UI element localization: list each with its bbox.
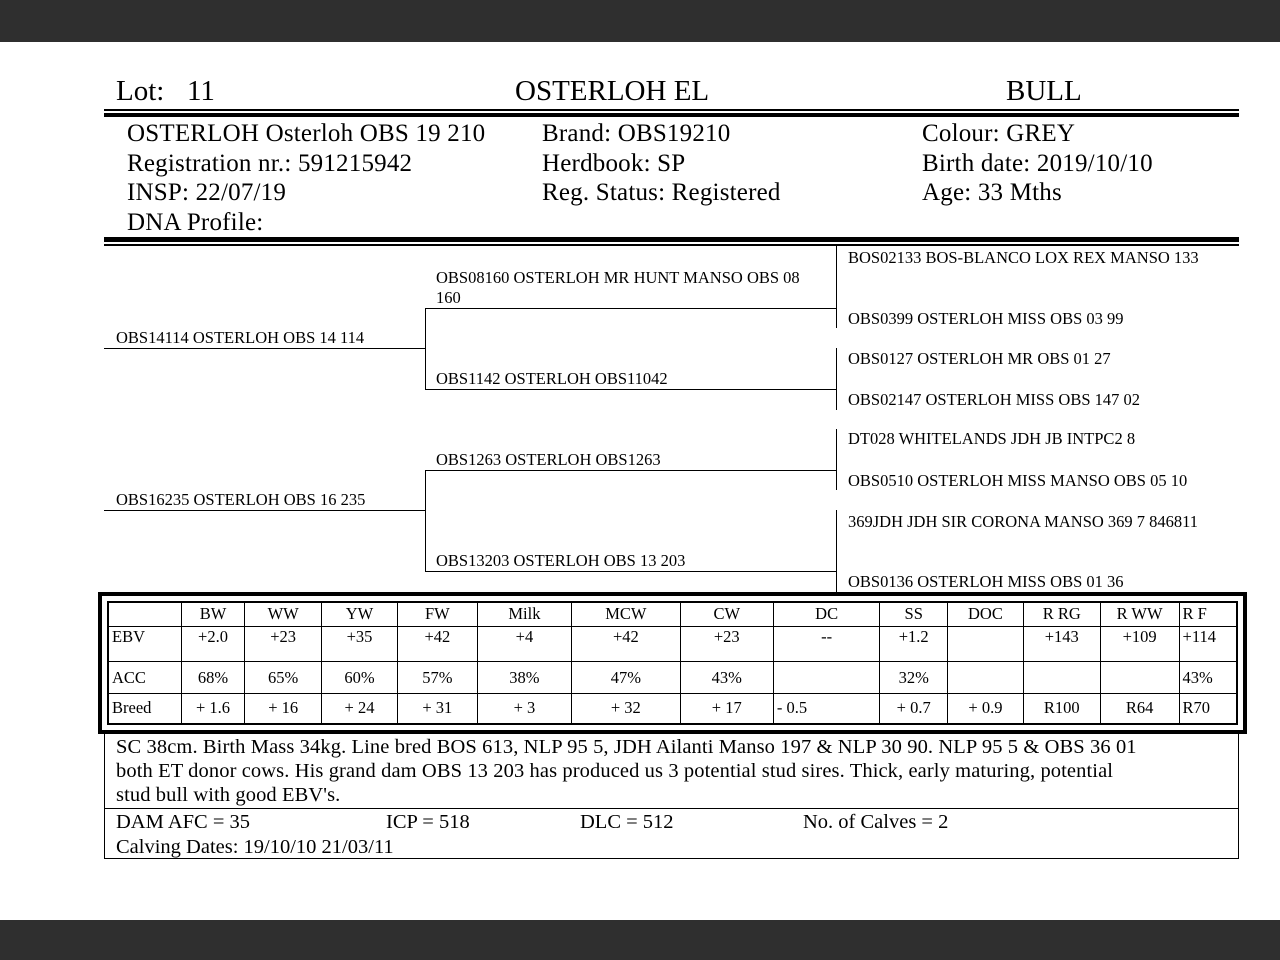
ebv-cell: R100 bbox=[1023, 693, 1100, 723]
ebv-cell: 68% bbox=[181, 662, 245, 693]
viewer-top-bar bbox=[0, 0, 1280, 42]
ebv-cell: EBV bbox=[109, 626, 182, 662]
line-sire-dam bbox=[425, 389, 836, 390]
dna-profile: DNA Profile: bbox=[127, 208, 264, 236]
ebv-cell: +42 bbox=[397, 626, 477, 662]
pedigree-dam-dam: OBS13203 OSTERLOH OBS 13 203 bbox=[436, 551, 686, 570]
connector-dam bbox=[425, 470, 426, 571]
line-sire-sire bbox=[425, 308, 836, 309]
info-rule-thin bbox=[104, 244, 1239, 246]
ebv-cell: 65% bbox=[245, 662, 322, 693]
ebv-col-header: YW bbox=[322, 603, 398, 627]
pedigree-ggp-3: OBS0127 OSTERLOH MR OBS 01 27 bbox=[848, 349, 1111, 368]
ebv-cell bbox=[773, 662, 880, 693]
pedigree-ggp-7: 369JDH JDH SIR CORONA MANSO 369 7 846811 bbox=[848, 512, 1199, 531]
colour: Colour: GREY bbox=[922, 120, 1076, 147]
ebv-col-header: Milk bbox=[477, 603, 571, 627]
header-rule-thick bbox=[104, 113, 1239, 117]
line-dam-dam bbox=[425, 571, 836, 572]
ebv-row-ebv bbox=[109, 626, 1237, 662]
registration-number: Registration nr.: 591215942 bbox=[127, 149, 413, 177]
animal-name: OSTERLOH EL bbox=[515, 75, 710, 107]
comment-line: stud bull with good EBV's. bbox=[116, 784, 341, 806]
ebv-cell: +23 bbox=[680, 626, 773, 662]
lot-label: Lot: bbox=[116, 75, 165, 107]
calving-dates: Calving Dates: 19/10/10 21/03/11 bbox=[116, 836, 394, 858]
inspection-date: INSP: 22/07/19 bbox=[127, 179, 287, 206]
ebv-cell: +42 bbox=[572, 626, 681, 662]
ebv-row-breed bbox=[109, 693, 1237, 723]
pedigree-sire-sire: OBS08160 OSTERLOH MR HUNT MANSO OBS 08 160 bbox=[436, 268, 800, 307]
ebv-cell: -- bbox=[773, 626, 880, 662]
ebv-cell: +35 bbox=[322, 626, 398, 662]
ebv-col-header: DC bbox=[773, 603, 880, 627]
ebv-cell: +23 bbox=[245, 626, 322, 662]
ebv-cell: + 3 bbox=[477, 693, 571, 723]
ebv-col-header: R F bbox=[1179, 603, 1236, 627]
line-dam-sire bbox=[425, 470, 836, 471]
comment-line: both ET donor cows. His grand dam OBS 13 203 has produced us 3 potential stud sires. Thick, early maturing, potential bbox=[116, 760, 1114, 782]
connector-gg-1 bbox=[836, 246, 837, 328]
ebv-cell: 32% bbox=[880, 662, 948, 693]
ebv-cell: + 1.6 bbox=[181, 693, 245, 723]
ebv-cell: 57% bbox=[397, 662, 477, 693]
info-col-3 bbox=[922, 119, 1153, 208]
herdbook: Herdbook: SP bbox=[542, 149, 686, 177]
ebv-cell bbox=[1100, 662, 1179, 693]
ebv-header-row bbox=[109, 603, 1237, 627]
info-col-2 bbox=[542, 119, 781, 208]
ebv-col-header: FW bbox=[397, 603, 477, 627]
pedigree-dam-sire: OBS1263 OSTERLOH OBS1263 bbox=[436, 450, 661, 469]
brand: Brand: OBS19210 bbox=[542, 120, 731, 147]
ebv-cell: +1.2 bbox=[880, 626, 948, 662]
pedigree-dam: OBS16235 OSTERLOH OBS 16 235 bbox=[116, 490, 366, 509]
ebv-row-acc bbox=[109, 662, 1237, 693]
ebv-cell: +2.0 bbox=[181, 626, 245, 662]
ebv-cell: 43% bbox=[1179, 662, 1236, 693]
info-col-1 bbox=[127, 119, 485, 237]
pedigree-ggp-6: OBS0510 OSTERLOH MISS MANSO OBS 05 10 bbox=[848, 471, 1188, 490]
pedigree-ggp-1: BOS02133 BOS-BLANCO LOX REX MANSO 133 bbox=[848, 248, 1199, 267]
ebv-cell: + 31 bbox=[397, 693, 477, 723]
full-name: OSTERLOH Osterloh OBS 19 210 bbox=[127, 120, 486, 147]
pedigree-ggp-8: OBS0136 OSTERLOH MISS OBS 01 36 bbox=[848, 572, 1124, 591]
connector-sire bbox=[425, 308, 426, 389]
ebv-cell bbox=[1023, 662, 1100, 693]
ebv-col-header: DOC bbox=[948, 603, 1024, 627]
comment-line: SC 38cm. Birth Mass 34kg. Line bred BOS 613, NLP 95 5, JDH Ailanti Manso 197 & NLP 30 90. NLP 95 5 & OBS 36 01 bbox=[116, 736, 1137, 758]
dam-icp: ICP = 518 bbox=[386, 811, 470, 833]
ebv-col-header: R WW bbox=[1100, 603, 1179, 627]
reg-status: Reg. Status: Registered bbox=[542, 179, 781, 206]
age: Age: 33 Mths bbox=[922, 179, 1062, 206]
pedigree-ggp-2: OBS0399 OSTERLOH MISS OBS 03 99 bbox=[848, 309, 1124, 328]
info-rule-thick bbox=[104, 237, 1239, 242]
pedigree-sire-dam: OBS1142 OSTERLOH OBS11042 bbox=[436, 369, 668, 388]
ebv-col-header: MCW bbox=[572, 603, 681, 627]
ebv-cell bbox=[948, 626, 1024, 662]
ebv-col-header: CW bbox=[680, 603, 773, 627]
ebv-cell: - 0.5 bbox=[773, 693, 880, 723]
ebv-cell: 43% bbox=[680, 662, 773, 693]
ebv-table-inner bbox=[107, 601, 1238, 725]
ebv-table bbox=[108, 602, 1237, 724]
ebv-cell: 60% bbox=[322, 662, 398, 693]
ebv-cell: R64 bbox=[1100, 693, 1179, 723]
ebv-col-header: R RG bbox=[1023, 603, 1100, 627]
ebv-col-header: SS bbox=[880, 603, 948, 627]
dam-calves: No. of Calves = 2 bbox=[803, 811, 949, 833]
dam-dlc: DLC = 512 bbox=[580, 811, 674, 833]
lot-number: 11 bbox=[187, 75, 215, 107]
ebv-col-header: BW bbox=[181, 603, 245, 627]
pedigree-sire: OBS14114 OSTERLOH OBS 14 114 bbox=[116, 328, 365, 347]
line-sire bbox=[104, 348, 425, 349]
ebv-cell: + 32 bbox=[572, 693, 681, 723]
comments-box bbox=[104, 733, 1239, 809]
pedigree-ggp-5: DT028 WHITELANDS JDH JB INTPC2 8 bbox=[848, 429, 1136, 448]
dam-afc: DAM AFC = 35 bbox=[116, 811, 251, 833]
ebv-cell: +114 bbox=[1179, 626, 1236, 662]
ebv-cell: + 0.7 bbox=[880, 693, 948, 723]
viewer-bottom-bar bbox=[0, 920, 1280, 960]
ebv-col-header bbox=[109, 603, 182, 627]
ebv-cell: +4 bbox=[477, 626, 571, 662]
ebv-cell: +143 bbox=[1023, 626, 1100, 662]
ebv-cell bbox=[948, 662, 1024, 693]
ebv-cell: ACC bbox=[109, 662, 182, 693]
animal-sex: BULL bbox=[1006, 75, 1082, 107]
birth-date: Birth date: 2019/10/10 bbox=[922, 149, 1153, 177]
ebv-table-frame bbox=[98, 592, 1247, 734]
ebv-cell: +109 bbox=[1100, 626, 1179, 662]
line-dam bbox=[104, 510, 425, 511]
header-rule-thin bbox=[104, 109, 1239, 111]
connector-gg-2 bbox=[836, 348, 837, 410]
connector-gg-4 bbox=[836, 510, 837, 592]
ebv-col-header: WW bbox=[245, 603, 322, 627]
ebv-cell: + 0.9 bbox=[948, 693, 1024, 723]
ebv-cell: 38% bbox=[477, 662, 571, 693]
pedigree-ggp-4: OBS02147 OSTERLOH MISS OBS 147 02 bbox=[848, 390, 1141, 409]
ebv-cell: + 17 bbox=[680, 693, 773, 723]
ebv-cell: + 16 bbox=[245, 693, 322, 723]
ebv-cell: R70 bbox=[1179, 693, 1236, 723]
ebv-cell: Breed bbox=[109, 693, 182, 723]
dam-info-box bbox=[104, 808, 1239, 859]
ebv-cell: + 24 bbox=[322, 693, 398, 723]
catalogue-page bbox=[0, 42, 1280, 920]
ebv-cell: 47% bbox=[572, 662, 681, 693]
connector-gg-3 bbox=[836, 429, 837, 490]
